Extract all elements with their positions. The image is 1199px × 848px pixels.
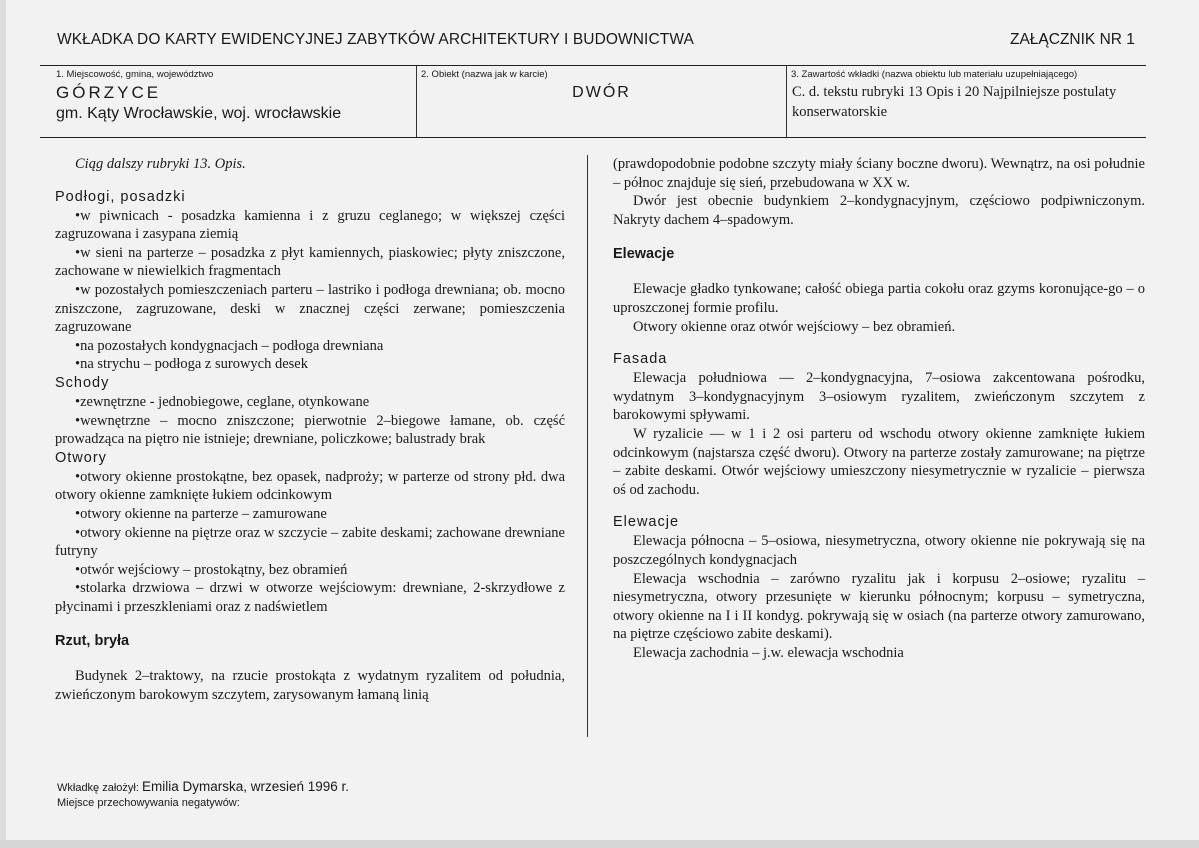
paragraph: W ryzalicie — w 1 i 2 osi parteru od wschodu otwory okienne zamknięte łukiem odcinkowym (najstarsza część dworu). Otwory na parterze zostały zamurowane; na piętrze – zabite deskami. Otwór wejściowy umieszczony niesymetrycznie w ryzalicie – pierwsza oś od zachodu. xyxy=(613,425,1145,498)
location-label: 1. Miejscowość, gmina, województwo xyxy=(56,69,214,80)
list-item: •na strychu – podłoga z surowych desek xyxy=(75,356,308,373)
object-cell xyxy=(416,66,786,137)
stairs-heading: Schody xyxy=(55,374,110,391)
list-item: •w piwnicach - posadzka kamienna i z gruzu ceglanego; w większej części zagruzowana i zasypana ziemią xyxy=(55,207,565,243)
list-item: •zewnętrzne - jednobiegowe, ceglane, otynkowane xyxy=(75,393,370,410)
intro-text: Ciąg dalszy rubryki 13. Opis. xyxy=(75,156,246,172)
floors-heading: Podłogi, posadzki xyxy=(55,188,186,205)
document-title: WKŁADKA DO KARTY EWIDENCYJNEJ ZABYTKÓW ARCHITEKTURY I BUDOWNICTWA xyxy=(57,31,694,48)
list-item: •otwory okienne prostokątne, bez opasek, nadproży; w parterze od strony płd. dwa otwory okienne zamknięte łukiem odcinkowym xyxy=(55,468,565,504)
scan-edge xyxy=(0,0,6,848)
scan-edge-bottom xyxy=(0,840,1199,848)
list-item: •otwory okienne na piętrze oraz w szczycie – zabite deskami; zachowane drewniane futryny xyxy=(55,524,565,560)
elevations-heading: Elewacje xyxy=(613,246,675,263)
list-item: •otwór wejściowy – prostokątny, bez obramień xyxy=(75,561,348,578)
list-item: •otwory okienne na parterze – zamurowane xyxy=(75,505,327,522)
paragraph: Elewacja południowa — 2–kondygnacyjna, 7–osiowa zakcentowana pośrodku, wydatnym 3–kondygnacyjnym 3–osiowym ryzalitem, zwieńczonym szczytem z barokowymi spływami. xyxy=(613,370,1145,424)
left-column xyxy=(55,155,565,705)
paragraph: Elewacja zachodnia – j.w. elewacja wschodnia xyxy=(633,644,904,661)
list-item: •stolarka drzwiowa – drzwi w otworze wejściowym: drewniane, 2-skrzydłowe z płycinami i przeszkleniami oraz z nadświetlem xyxy=(55,580,565,615)
author-line xyxy=(57,779,349,794)
list-item: •na pozostałych kondygnacjach – podłoga drewniana xyxy=(75,337,384,354)
contents-text: C. d. tekstu rubryki 13 Opis i 20 Najpilniejsze postulaty konserwatorskie xyxy=(792,84,1117,120)
object-label: 2. Obiekt (nazwa jak w karcie) xyxy=(421,69,548,80)
location-detail: gm. Kąty Wrocławskie, woj. wrocławskie xyxy=(56,105,342,122)
continued-text: (prawdopodobnie podobne szczyty miały ściany boczne dworu). Wewnątrz, na osi południe – północ znajduje się sień, przebudowana w XX w. xyxy=(613,156,1145,191)
object-name: DWÓR xyxy=(572,84,631,101)
facade-heading: Fasada xyxy=(613,351,668,368)
contents-label: 3. Zawartość wkładki (nazwa obiektu lub materiału uzupełniającego) xyxy=(791,69,1078,80)
negatives-line: Miejsce przechowywania negatywów: xyxy=(57,797,240,809)
plan-heading: Rzut, bryła xyxy=(55,633,130,650)
author-label: Wkładkę założył: xyxy=(57,782,139,794)
continued-text-2: Dwór jest obecnie budynkiem 2–kondygnacyjnym, częściowo podpiwniczonym. Nakryty dachem 4–spadowym. xyxy=(613,193,1145,228)
author-value: Emilia Dymarska, wrzesień 1996 r. xyxy=(141,779,350,794)
header-fields-box xyxy=(40,65,1146,138)
location-name: GÓRZYCE xyxy=(56,83,162,102)
elevations-heading-2: Elewacje xyxy=(613,514,680,531)
right-column xyxy=(613,155,1145,662)
annex-number: ZAŁĄCZNIK NR 1 xyxy=(1010,31,1135,48)
list-item: •w sieni na parterze – posadzka z płyt kamiennych, piaskowiec; płyty zniszczone, zachowane w niewielkich fragmentach xyxy=(55,244,565,280)
openings-heading: Otwory xyxy=(55,449,107,466)
location-cell xyxy=(40,66,416,137)
plan-text: Budynek 2–traktowy, na rzucie prostokąta z wydatnym ryzalitem od południa, zwieńczonym barokowym szczytem, zarysowanym łamaną linią xyxy=(55,668,565,704)
column-divider xyxy=(587,155,588,737)
paragraph: Otwory okienne oraz otwór wejściowy – bez obramień. xyxy=(633,318,956,335)
list-item: •wewnętrzne – mocno zniszczone; pierwotnie 2–biegowe łamane, ob. część prowadząca na piętro nie istnieje; drewniane, policzkowe; balustrady brak xyxy=(55,412,565,448)
paragraph: Elewacja wschodnia – zarówno ryzalitu jak i korpusu 2–osiowe; ryzalitu – niesymetryczna, otwory przesunięte w kierunku północnym; korpusu – symetryczna, otwory okienne na I i II kondyg. pokrywają się w osiach (na parterze otwory zamurowano, na piętrze częściowo zabite deskami). xyxy=(613,570,1145,643)
contents-cell xyxy=(786,66,1146,137)
list-item: •w pozostałych pomieszczeniach parteru – lastriko i podłoga drewniana; ob. mocno zniszczone, zagruzowane, deski w znacznej części zerwane; pomieszczenia zagruzowane xyxy=(55,281,565,336)
paragraph: Elewacje gładko tynkowane; całość obiega partia cokołu oraz gzyms koronujące-go – o uproszczonej formie profilu. xyxy=(613,281,1145,316)
paragraph: Elewacja północna – 5–osiowa, niesymetryczna, otwory okienne nie pokrywają się na poszczególnych kondygnacjach xyxy=(613,533,1145,568)
